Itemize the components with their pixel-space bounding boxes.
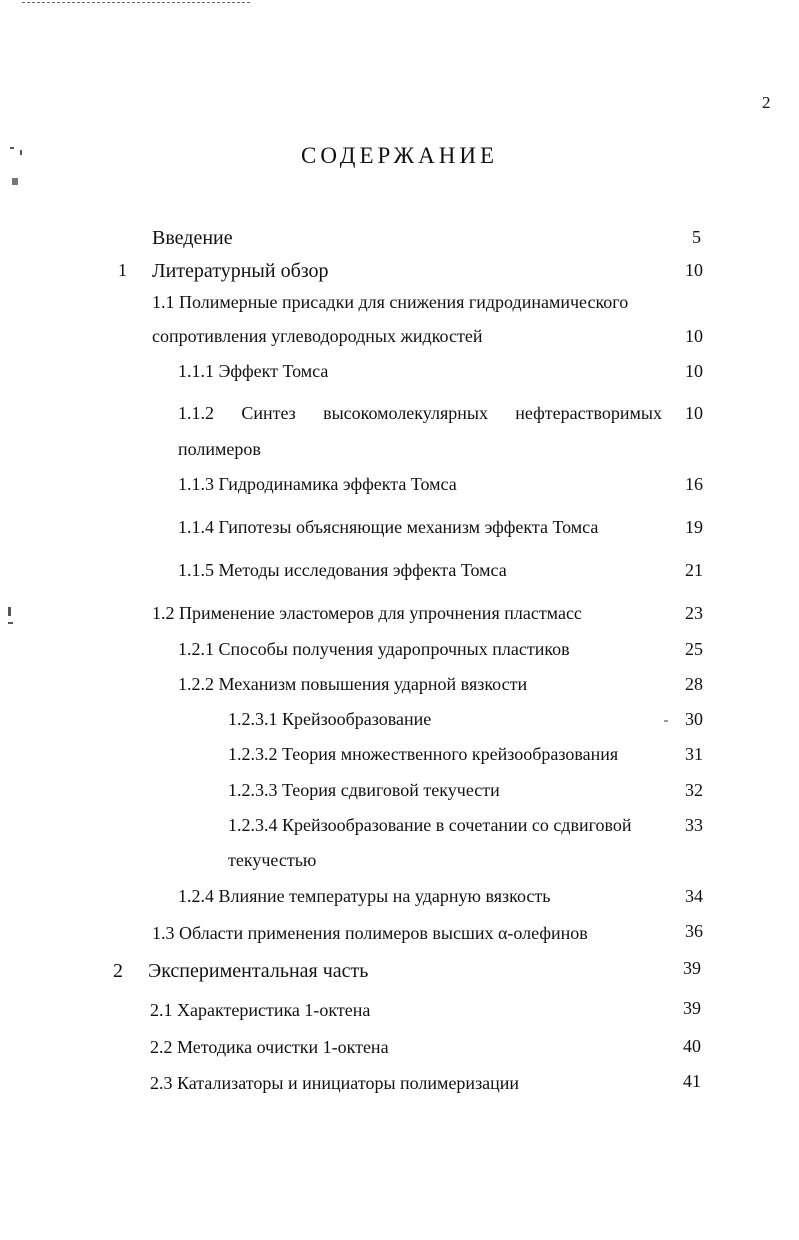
- toc-entry-page: 31: [685, 744, 703, 764]
- toc-entry-text-continued: сопротивления углеводородных жидкостей: [152, 326, 483, 346]
- toc-entry-page: 41: [683, 1071, 701, 1091]
- toc-entry-page: 30: [685, 709, 703, 729]
- toc-entry-page: 16: [685, 474, 703, 494]
- toc-entry-text: 1.2.4 Влияние температуры на ударную вязкость: [178, 886, 551, 906]
- toc-entry-page: 21: [685, 560, 703, 580]
- toc-entry-page: 10: [685, 361, 703, 381]
- toc-entry-text-continued: полимеров: [178, 439, 261, 459]
- toc-entry-page: 25: [685, 639, 703, 659]
- scan-artifact: [8, 622, 13, 624]
- toc-entry-text: 1.2.3.4 Крейзообразование в сочетании со сдвиговой: [228, 815, 632, 835]
- toc-entry-text: 1.1.5 Методы исследования эффекта Томса: [178, 560, 507, 580]
- toc-entry-page: 34: [685, 886, 703, 906]
- toc-entry-text: Экспериментальная часть: [148, 960, 369, 982]
- toc-entry-page: 32: [685, 780, 703, 800]
- toc-entry-page: 28: [685, 674, 703, 694]
- toc-entry-text: 1.1.2 Синтез высокомолекулярных нефтерастворимых: [178, 403, 662, 423]
- toc-entry-text: 2.3 Катализаторы и инициаторы полимеризации: [150, 1073, 520, 1093]
- toc-entry-page: 33: [685, 815, 703, 835]
- toc-entry-page: 40: [683, 1036, 701, 1056]
- toc-entry-text: 2.1 Характеристика 1-октена: [150, 1000, 371, 1020]
- toc-entry-text: 1.2.3.3 Теория сдвиговой текучести: [228, 780, 500, 800]
- toc-entry-page: 23: [685, 603, 703, 623]
- toc-entry-text-continued: текучестью: [228, 850, 317, 870]
- toc-entry-page: 39: [683, 998, 701, 1018]
- toc-entry-text: 1.2 Применение эластомеров для упрочнения пластмасс: [152, 603, 582, 623]
- toc-entry-text: 1.2.1 Способы получения ударопрочных пластиков: [178, 639, 570, 659]
- toc-entry-page: 10: [685, 326, 703, 346]
- toc-entry-text: 2.2 Методика очистки 1-октена: [150, 1037, 389, 1057]
- toc-entry-text: 1.2.3.2 Теория множественного крейзообразования: [228, 744, 619, 764]
- toc-chapter-number: 1: [118, 260, 127, 280]
- toc-entry-page: 10: [685, 260, 703, 280]
- toc-entry-text: 1.1.4 Гипотезы объясняющие механизм эффекта Томса: [178, 517, 599, 537]
- page-number: 2: [762, 93, 771, 112]
- scan-artifact: [10, 147, 14, 149]
- toc-entry-page: 39: [683, 958, 701, 978]
- toc-entry-text: 1.1.1 Эффект Томса: [178, 361, 329, 381]
- toc-entry-text: 1.3 Области применения полимеров высших α-олефинов: [152, 923, 588, 943]
- toc-entry-page: 36: [685, 921, 703, 941]
- scan-artifact: [20, 150, 22, 155]
- scan-artifact: [664, 720, 668, 722]
- toc-entry-text: 1.1 Полимерные присадки для снижения гидродинамического: [152, 292, 629, 312]
- toc-entry-text: 1.1.3 Гидродинамика эффекта Томса: [178, 474, 457, 494]
- toc-chapter-number: 2: [113, 960, 123, 982]
- scan-artifact: [8, 607, 11, 616]
- toc-entry-text: Введение: [152, 227, 233, 249]
- toc-entry-text: 1.2.3.1 Крейзообразование: [228, 709, 432, 729]
- toc-entry-text: 1.2.2 Механизм повышения ударной вязкости: [178, 674, 528, 694]
- page-title: СОДЕРЖАНИЕ: [300, 143, 498, 168]
- toc-entry-page: 10: [685, 403, 703, 423]
- scan-header-line: [22, 2, 250, 3]
- scan-artifact: [12, 178, 18, 185]
- toc-entry-page: 19: [685, 517, 703, 537]
- toc-entry-text: Литературный обзор: [152, 260, 329, 282]
- toc-entry-page: 5: [692, 227, 701, 247]
